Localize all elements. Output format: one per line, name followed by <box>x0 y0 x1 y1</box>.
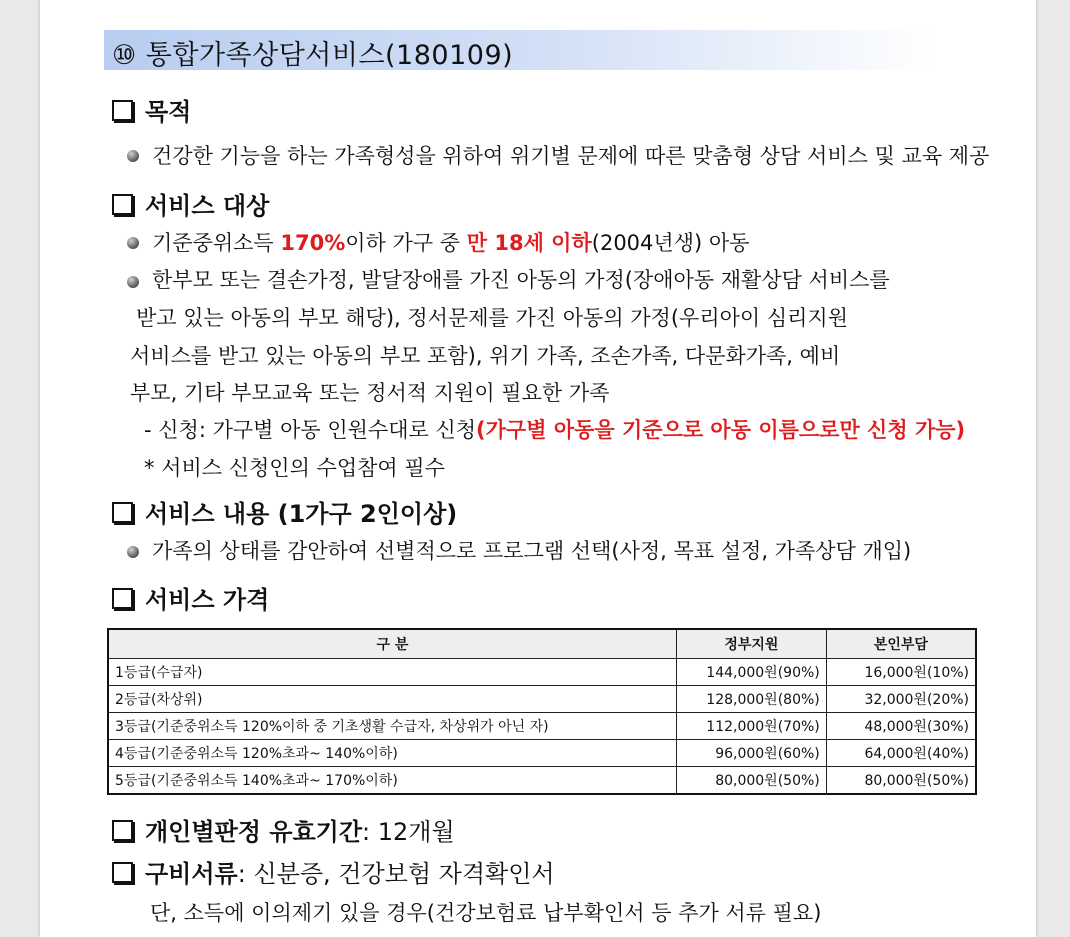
checkbox-square-icon <box>112 862 133 883</box>
section-title-bar <box>104 30 934 70</box>
table-row <box>108 686 976 713</box>
self-pay-cell: 16,000원(10%) <box>826 659 976 686</box>
checkbox-square-icon <box>112 820 133 841</box>
checkbox-square-icon <box>112 194 133 215</box>
bullet-icon <box>127 276 139 288</box>
self-pay-cell: 80,000원(50%) <box>826 767 976 795</box>
content-heading: 서비스 내용 (1가구 2인이상) <box>112 494 457 529</box>
header-gov-support: 정부지원 <box>676 629 826 659</box>
grade-cell: 3등급(기준중위소득 120%이하 중 기초생활 수급자, 차상위가 아닌 자) <box>108 713 676 740</box>
gov-support-cell: 144,000원(90%) <box>676 659 826 686</box>
table-header-row <box>108 629 976 659</box>
checkbox-square-icon <box>112 100 133 121</box>
checkbox-square-icon <box>112 588 133 609</box>
table-row <box>108 713 976 740</box>
section-title: ⑩ 통합가족상담서비스(180109) <box>112 40 514 71</box>
target-bullet-families-line1: 한부모 또는 결손가정, 발달장애를 가진 아동의 가정(장애아동 재활상담 서비스를 <box>152 268 890 292</box>
gov-support-cell: 96,000원(60%) <box>676 740 826 767</box>
documents-heading: 구비서류: 신분증, 건강보험 자격확인서 <box>112 854 555 889</box>
documents-note: 단, 소득에 이의제기 있을 경우(건강보험료 납부확인서 등 추가 서류 필요) <box>150 901 822 925</box>
self-pay-cell: 64,000원(40%) <box>826 740 976 767</box>
checkbox-square-icon <box>112 502 133 523</box>
table-row <box>108 767 976 795</box>
content-bullet: 가족의 상태를 감안하여 선별적으로 프로그램 선택(사정, 목표 설정, 가족상담 개입) <box>152 539 912 563</box>
gov-support-cell: 80,000원(50%) <box>676 767 826 795</box>
target-bullet-families-line2: 받고 있는 아동의 부모 해당), 정서문제를 가진 아동의 가정(우리아이 심리지원 <box>136 306 849 330</box>
validity-heading: 개인별판정 유효기간: 12개월 <box>112 812 455 847</box>
target-participation-note: * 서비스 신청인의 수업참여 필수 <box>144 456 445 480</box>
bullet-icon <box>127 546 139 558</box>
purpose-bullet: 건강한 기능을 하는 가족형성을 위하여 위기별 문제에 따른 맞춤형 상담 서비스 및 교육 제공 <box>152 144 990 168</box>
grade-cell: 4등급(기준중위소득 120%초과~ 140%이하) <box>108 740 676 767</box>
bullet-icon <box>127 150 139 162</box>
target-apply-note: - 신청: 가구별 아동 인원수대로 신청(가구별 아동을 기준으로 아동 이름으로만 신청 가능) <box>144 418 966 442</box>
table-row <box>108 659 976 686</box>
grade-cell: 5등급(기준중위소득 140%초과~ 170%이하) <box>108 767 676 795</box>
table-row <box>108 740 976 767</box>
price-table <box>107 628 977 795</box>
documents-value: : 신분증, 건강보험 자격확인서 <box>237 860 555 888</box>
bullet-icon <box>127 237 139 249</box>
document-page <box>40 0 1036 937</box>
purpose-heading: 목적 <box>112 92 191 127</box>
header-self-pay: 본인부담 <box>826 629 976 659</box>
price-heading: 서비스 가격 <box>112 580 269 615</box>
self-pay-cell: 32,000원(20%) <box>826 686 976 713</box>
validity-value: : 12개월 <box>362 818 455 846</box>
self-pay-cell: 48,000원(30%) <box>826 713 976 740</box>
target-bullet-families-line3: 서비스를 받고 있는 아동의 부모 포함), 위기 가족, 조손가족, 다문화가족, 예비 <box>130 344 841 368</box>
target-heading: 서비스 대상 <box>112 186 269 221</box>
grade-cell: 2등급(차상위) <box>108 686 676 713</box>
header-category: 구 분 <box>108 629 676 659</box>
target-bullet-families-line4: 부모, 기타 부모교육 또는 정서적 지원이 필요한 가족 <box>130 381 610 405</box>
grade-cell: 1등급(수급자) <box>108 659 676 686</box>
gov-support-cell: 128,000원(80%) <box>676 686 826 713</box>
target-bullet-income: 기준중위소득 170%이하 가구 중 만 18세 이하(2004년생) 아동 <box>152 231 750 255</box>
gov-support-cell: 112,000원(70%) <box>676 713 826 740</box>
